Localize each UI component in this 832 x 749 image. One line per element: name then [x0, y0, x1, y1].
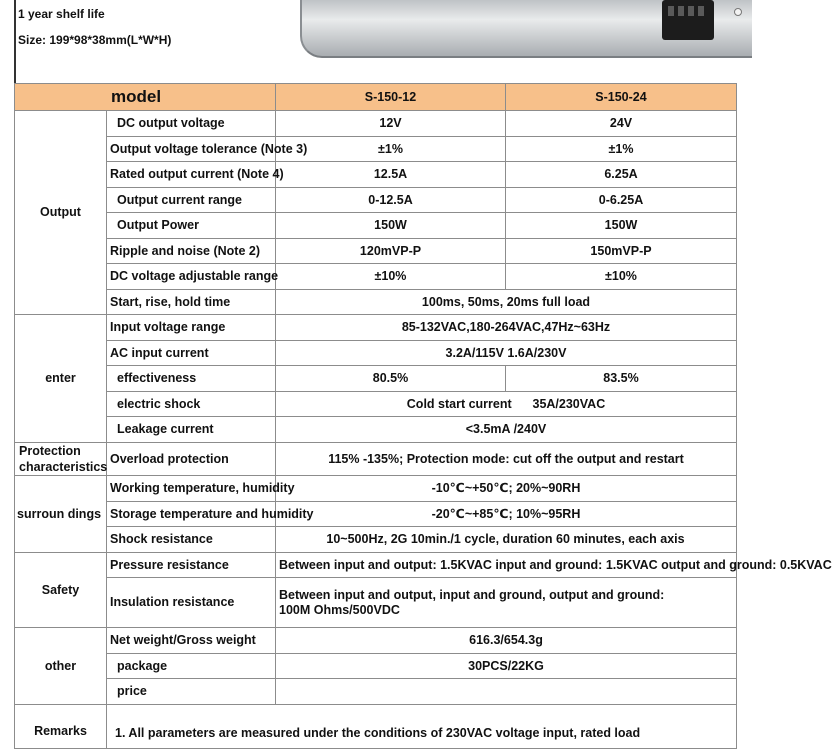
- value-span: 3.2A/115V 1.6A/230V: [276, 340, 737, 366]
- table-row: [15, 213, 737, 239]
- param-label: Rated output current (Note 4): [107, 162, 276, 188]
- table-row: [15, 366, 737, 392]
- group-other: other: [15, 628, 107, 705]
- table-row: [15, 340, 737, 366]
- param-label: AC input current: [107, 340, 276, 366]
- value-a: 150W: [276, 213, 506, 239]
- size-text: Size: 199*98*38mm(L*W*H): [18, 33, 172, 47]
- power-supply-image: [300, 0, 752, 58]
- param-label: Insulation resistance: [107, 578, 276, 628]
- value-b: 150W: [506, 213, 737, 239]
- value-span: 10~500Hz, 2G 10min./1 cycle, duration 60 minutes, each axis: [276, 527, 737, 553]
- param-label: Working temperature, humidity: [107, 476, 276, 502]
- table-row: [15, 653, 737, 679]
- table-row: [15, 315, 737, 341]
- group-enter: enter: [15, 315, 107, 443]
- left-border-line: [14, 0, 16, 86]
- value-span: -20℃~+85℃; 10%~95RH: [276, 501, 737, 527]
- terminal-block-graphic: [662, 0, 714, 40]
- param-label: DC output voltage: [107, 111, 276, 137]
- value-span: -10℃~+50℃; 20%~90RH: [276, 476, 737, 502]
- value-a: 80.5%: [276, 366, 506, 392]
- param-label: Output voltage tolerance (Note 3): [107, 136, 276, 162]
- shelf-life-text: 1 year shelf life: [18, 7, 105, 21]
- table-row: [15, 417, 737, 443]
- value-span: 30PCS/22KG: [276, 653, 737, 679]
- value-b: 150mVP-P: [506, 238, 737, 264]
- group-remarks: Remarks: [15, 704, 107, 748]
- table-row: [15, 391, 737, 417]
- param-label: Output current range: [107, 187, 276, 213]
- value-a: 120mVP-P: [276, 238, 506, 264]
- led-indicator-graphic: [734, 8, 742, 16]
- model-b-header: S-150-24: [506, 84, 737, 111]
- value-span: 85-132VAC,180-264VAC,47Hz~63Hz: [276, 315, 737, 341]
- param-label: Pressure resistance: [107, 552, 276, 578]
- insulation-line-1: Between input and output, input and ground, output and ground:: [279, 588, 665, 603]
- param-label: Overload protection: [107, 442, 276, 476]
- value-b: 83.5%: [506, 366, 737, 392]
- top-section: [0, 0, 746, 82]
- table-row: [15, 162, 737, 188]
- param-label: Ripple and noise (Note 2): [107, 238, 276, 264]
- param-label: Input voltage range: [107, 315, 276, 341]
- insulation-line-2: 100M Ohms/500VDC: [279, 602, 400, 617]
- table-row: [15, 264, 737, 290]
- table-row: [15, 136, 737, 162]
- table-row: [15, 628, 737, 654]
- value-span: 115% -135%; Protection mode: cut off the output and restart: [276, 442, 737, 476]
- param-label: Output Power: [107, 213, 276, 239]
- value-a: 12.5A: [276, 162, 506, 188]
- value-b: 24V: [506, 111, 737, 137]
- table-row: [15, 289, 737, 315]
- value-a: 12V: [276, 111, 506, 137]
- table-row: [15, 578, 737, 628]
- table-row: [15, 442, 737, 476]
- table-row: [15, 501, 737, 527]
- param-label: DC voltage adjustable range: [107, 264, 276, 290]
- param-label: Start, rise, hold time: [107, 289, 276, 315]
- table-row: [15, 704, 737, 748]
- value-span: Between input and output: 1.5KVAC input and ground: 1.5KVAC output and ground: 0.5KVAC: [276, 552, 737, 578]
- model-header: model: [15, 84, 276, 111]
- param-label: effectiveness: [107, 366, 276, 392]
- group-surroundings: surroun dings: [15, 476, 107, 553]
- spec-table: [14, 83, 832, 749]
- value-span: Cold start current 35A/230VAC: [276, 391, 737, 417]
- value-b: ±10%: [506, 264, 737, 290]
- remarks-text: 1. All parameters are measured under the conditions of 230VAC voltage input, rated load: [107, 704, 737, 748]
- group-output: Output: [15, 111, 107, 315]
- param-label: package: [107, 653, 276, 679]
- value-b: 0-6.25A: [506, 187, 737, 213]
- table-row: [15, 187, 737, 213]
- param-label: Storage temperature and humidity: [107, 501, 276, 527]
- value-a: 0-12.5A: [276, 187, 506, 213]
- table-row: [15, 111, 737, 137]
- value-b: 6.25A: [506, 162, 737, 188]
- param-label: price: [107, 679, 276, 705]
- param-label: electric shock: [107, 391, 276, 417]
- table-row: [15, 679, 737, 705]
- table-header-row: [15, 84, 737, 111]
- value-span: 616.3/654.3g: [276, 628, 737, 654]
- param-label: Shock resistance: [107, 527, 276, 553]
- table-row: [15, 476, 737, 502]
- model-a-header: S-150-12: [276, 84, 506, 111]
- value-span: [276, 578, 737, 628]
- table-row: [15, 552, 737, 578]
- value-a: ±1%: [276, 136, 506, 162]
- group-protection: Protection characteristics: [15, 442, 107, 476]
- value-span: <3.5mA /240V: [276, 417, 737, 443]
- param-label: Leakage current: [107, 417, 276, 443]
- table-row: [15, 527, 737, 553]
- table-row: [15, 238, 737, 264]
- value-a: ±10%: [276, 264, 506, 290]
- value-span: 100ms, 50ms, 20ms full load: [276, 289, 737, 315]
- value-b: ±1%: [506, 136, 737, 162]
- value-span: [276, 679, 737, 705]
- param-label: Net weight/Gross weight: [107, 628, 276, 654]
- group-safety: Safety: [15, 552, 107, 628]
